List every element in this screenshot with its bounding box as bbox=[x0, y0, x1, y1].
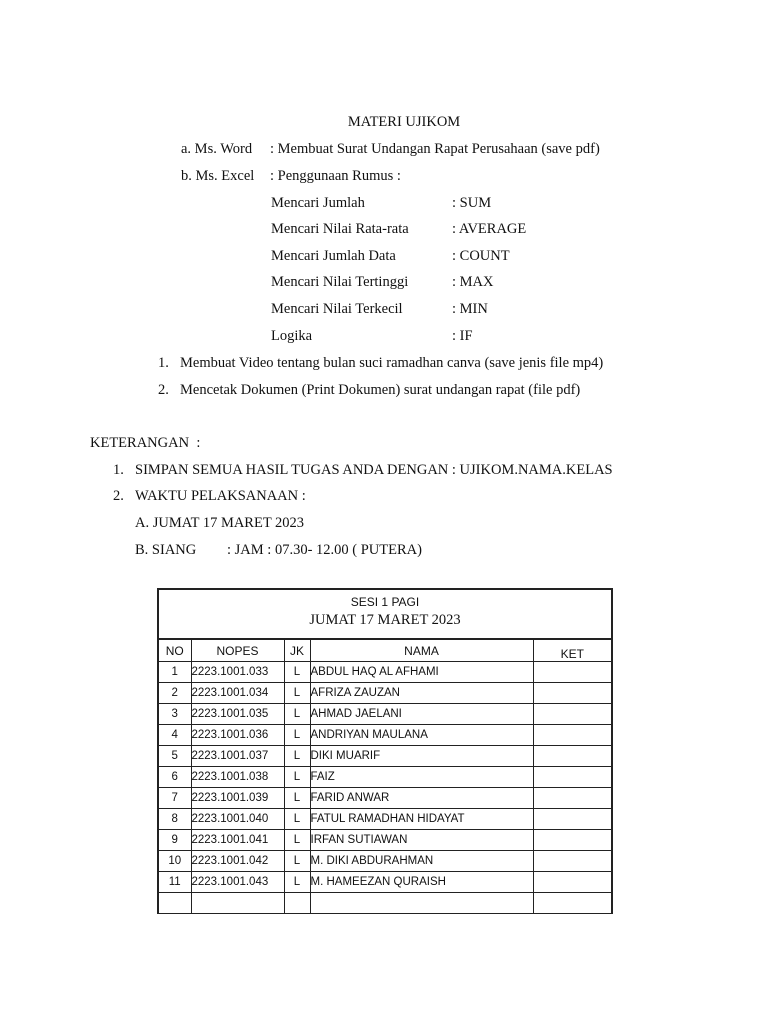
cell-no bbox=[158, 893, 191, 914]
cell-jk: L bbox=[284, 809, 310, 830]
cell-nopes: 2223.1001.035 bbox=[191, 704, 284, 725]
cell-jk: L bbox=[284, 767, 310, 788]
task-number: 1. bbox=[158, 355, 169, 371]
cell-ket bbox=[533, 746, 612, 767]
cell-no: 10 bbox=[158, 851, 191, 872]
table-row bbox=[158, 851, 612, 872]
cell-nama: ABDUL HAQ AL AFHAMI bbox=[310, 662, 533, 683]
table-row bbox=[158, 872, 612, 893]
cell-ket bbox=[533, 851, 612, 872]
table-row bbox=[158, 809, 612, 830]
app-name: a. Ms. Word bbox=[181, 141, 253, 157]
app-description: : Penggunaan Rumus : bbox=[270, 168, 401, 184]
cell-nama: IRFAN SUTIAWAN bbox=[310, 830, 533, 851]
cell-ket bbox=[533, 872, 612, 893]
schedule-session-time: : JAM : 07.30- 12.00 ( PUTERA) bbox=[227, 542, 422, 558]
cell-ket bbox=[533, 662, 612, 683]
cell-nopes: 2223.1001.037 bbox=[191, 746, 284, 767]
formula-label: Mencari Jumlah bbox=[271, 195, 365, 211]
cell-jk: L bbox=[284, 851, 310, 872]
header-nama: NAMA bbox=[310, 639, 533, 662]
keterangan-text: WAKTU PELAKSANAAN : bbox=[135, 488, 306, 504]
cell-jk: L bbox=[284, 788, 310, 809]
keterangan-text: SIMPAN SEMUA HASIL TUGAS ANDA DENGAN : UJIKOM.NAMA.KELAS bbox=[135, 462, 613, 478]
cell-no: 11 bbox=[158, 872, 191, 893]
cell-jk: L bbox=[284, 662, 310, 683]
cell-no: 7 bbox=[158, 788, 191, 809]
cell-jk: L bbox=[284, 746, 310, 767]
cell-ket bbox=[533, 704, 612, 725]
header-nopes: NOPES bbox=[191, 639, 284, 662]
table-row bbox=[158, 893, 612, 914]
formula-label: Mencari Nilai Rata-rata bbox=[271, 221, 409, 237]
cell-nama: FARID ANWAR bbox=[310, 788, 533, 809]
formula-function: : COUNT bbox=[452, 248, 510, 264]
table-row bbox=[158, 830, 612, 851]
cell-no: 1 bbox=[158, 662, 191, 683]
cell-ket bbox=[533, 788, 612, 809]
app-name: b. Ms. Excel bbox=[181, 168, 255, 184]
cell-no: 3 bbox=[158, 704, 191, 725]
formula-function: : MAX bbox=[452, 274, 494, 290]
cell-nopes: 2223.1001.040 bbox=[191, 809, 284, 830]
header-jk: JK bbox=[284, 639, 310, 662]
cell-jk bbox=[284, 893, 310, 914]
cell-ket bbox=[533, 683, 612, 704]
cell-no: 5 bbox=[158, 746, 191, 767]
cell-nama: AFRIZA ZAUZAN bbox=[310, 683, 533, 704]
cell-nama: ANDRIYAN MAULANA bbox=[310, 725, 533, 746]
table-header-row bbox=[158, 639, 612, 662]
table-row bbox=[158, 788, 612, 809]
cell-jk: L bbox=[284, 704, 310, 725]
cell-nama: DIKI MUARIF bbox=[310, 746, 533, 767]
formula-label: Mencari Nilai Terkecil bbox=[271, 301, 403, 317]
cell-nopes: 2223.1001.043 bbox=[191, 872, 284, 893]
formula-label: Logika bbox=[271, 328, 313, 344]
formula-label: Mencari Jumlah Data bbox=[271, 248, 396, 264]
document-title: MATERI UJIKOM bbox=[347, 114, 461, 130]
cell-ket bbox=[533, 830, 612, 851]
table-row bbox=[158, 767, 612, 788]
cell-nama: M. HAMEEZAN QURAISH bbox=[310, 872, 533, 893]
schedule-session bbox=[135, 541, 422, 559]
table-title-cell bbox=[158, 589, 612, 639]
header-ket: KET bbox=[533, 639, 612, 662]
cell-ket bbox=[533, 725, 612, 746]
session-label: SESI 1 PAGI bbox=[350, 595, 420, 609]
cell-no: 2 bbox=[158, 683, 191, 704]
cell-nama: M. DIKI ABDURAHMAN bbox=[310, 851, 533, 872]
formula-function: : SUM bbox=[452, 195, 492, 211]
cell-nama bbox=[310, 893, 533, 914]
cell-ket bbox=[533, 809, 612, 830]
keterangan-heading: KETERANGAN : bbox=[90, 435, 201, 451]
cell-no: 4 bbox=[158, 725, 191, 746]
app-description: : Membuat Surat Undangan Rapat Perusahaan (save pdf) bbox=[270, 141, 600, 157]
table-row bbox=[158, 704, 612, 725]
cell-ket bbox=[533, 767, 612, 788]
keterangan-number: 2. bbox=[113, 488, 124, 504]
cell-nama: FAIZ bbox=[310, 767, 533, 788]
cell-nopes: 2223.1001.036 bbox=[191, 725, 284, 746]
formula-function: : AVERAGE bbox=[452, 221, 527, 237]
formula-function: : MIN bbox=[452, 301, 488, 317]
cell-nama: AHMAD JAELANI bbox=[310, 704, 533, 725]
table-row bbox=[158, 725, 612, 746]
table-row bbox=[158, 683, 612, 704]
cell-ket bbox=[533, 893, 612, 914]
cell-nopes: 2223.1001.042 bbox=[191, 851, 284, 872]
cell-nopes: 2223.1001.033 bbox=[191, 662, 284, 683]
cell-nopes: 2223.1001.034 bbox=[191, 683, 284, 704]
cell-nopes: 2223.1001.038 bbox=[191, 767, 284, 788]
cell-jk: L bbox=[284, 830, 310, 851]
cell-no: 8 bbox=[158, 809, 191, 830]
cell-nama: FATUL RAMADHAN HIDAYAT bbox=[310, 809, 533, 830]
cell-nopes bbox=[191, 893, 284, 914]
cell-no: 9 bbox=[158, 830, 191, 851]
task-text: Mencetak Dokumen (Print Dokumen) surat undangan rapat (file pdf) bbox=[180, 382, 581, 398]
cell-nopes: 2223.1001.041 bbox=[191, 830, 284, 851]
cell-no: 6 bbox=[158, 767, 191, 788]
schedule-session-label: B. SIANG bbox=[135, 542, 197, 558]
header-no: NO bbox=[158, 639, 191, 662]
cell-nopes: 2223.1001.039 bbox=[191, 788, 284, 809]
formula-function: : IF bbox=[452, 328, 473, 344]
task-number: 2. bbox=[158, 382, 169, 398]
session-date: JUMAT 17 MARET 2023 bbox=[309, 612, 461, 628]
table-row bbox=[158, 662, 612, 683]
cell-jk: L bbox=[284, 683, 310, 704]
formula-label: Mencari Nilai Tertinggi bbox=[271, 274, 409, 290]
session-table bbox=[157, 588, 613, 914]
task-text: Membuat Video tentang bulan suci ramadhan canva (save jenis file mp4) bbox=[180, 355, 604, 371]
keterangan-number: 1. bbox=[113, 462, 124, 478]
table-row bbox=[158, 746, 612, 767]
cell-jk: L bbox=[284, 872, 310, 893]
cell-jk: L bbox=[284, 725, 310, 746]
schedule-date: A. JUMAT 17 MARET 2023 bbox=[135, 515, 305, 531]
